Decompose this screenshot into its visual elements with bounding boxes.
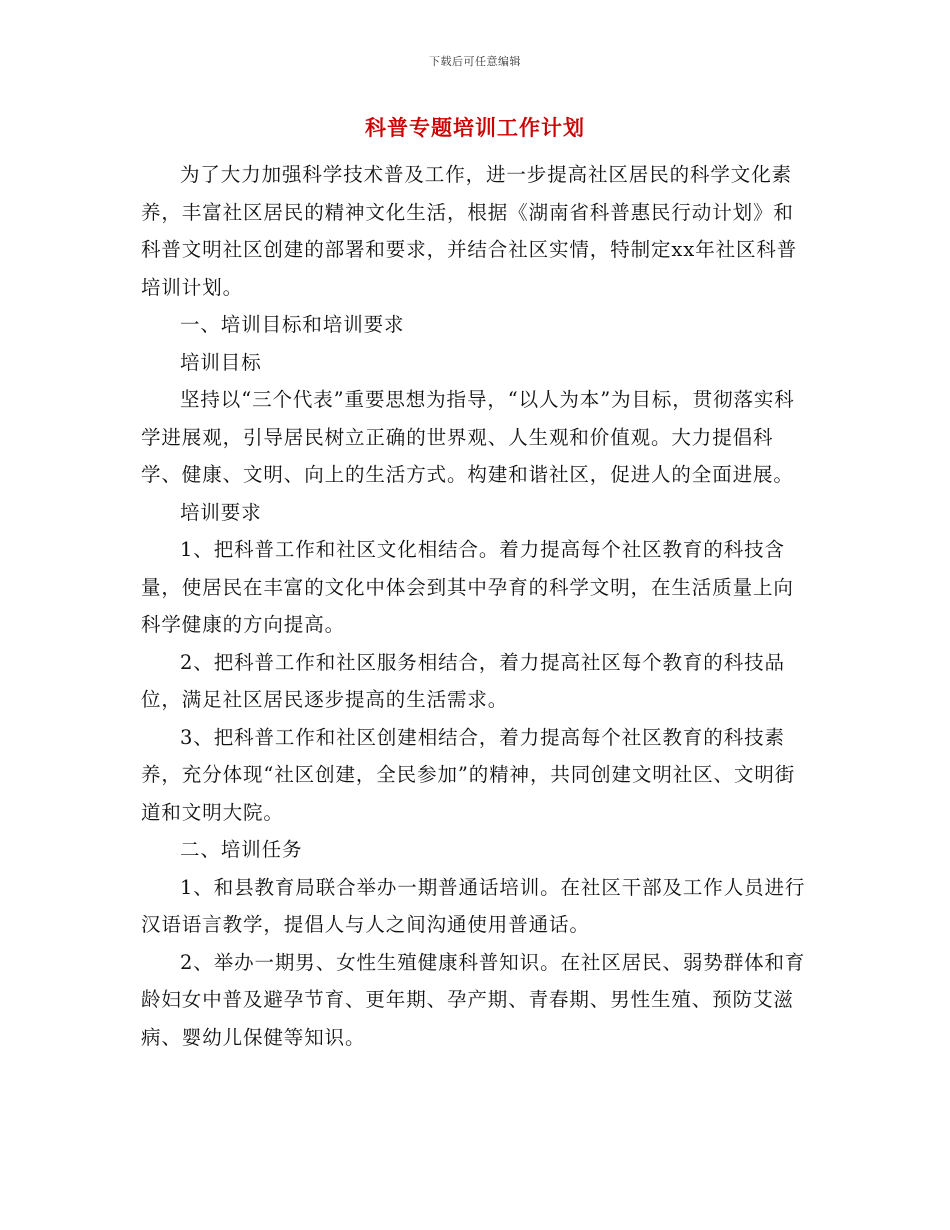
task-item-2: 2、举办一期男、女性生殖健康科普知识。在社区居民、弱势群体和育龄妇女中普及避孕节育、更年期、孕产期、青春期、男性生殖、预防艾滋病、婴幼儿保健等知识。 [141,950,806,1049]
intro-paragraph: 为了大力加强科学技术普及工作，进一步提高社区居民的科学文化素养，丰富社区居民的精神文化生活，根据《湖南省科普惠民行动计划》和科普文明社区创建的部署和要求，并结合社区实情，特制定xx年社区科普培训计划。 [141,163,798,299]
goals-paragraph: 坚持以“三个代表”重要思想为指导，“以人为本”为目标，贯彻落实科学进展观，引导居民树立正确的世界观、人生观和价值观。大力提倡科学、健康、文明、向上的生活方式。构建和谐社区，促进人的全面进展。 [141,388,795,486]
subheading-requirements: 培训要求 [180,500,262,524]
subheading-goals: 培训目标 [180,350,262,374]
task-item-1: 1、和县教育局联合举办一期普通话培训。在社区干部及工作人员进行汉语语言教学，提倡人与人之间沟通使用普通话。 [141,875,806,936]
requirement-item-3: 3、把科普工作和社区创建相结合，着力提高每个社区教育的科技素养，充分体现“社区创建，全民参加”的精神，共同创建文明社区、文明街道和文明大院。 [141,725,796,824]
document-title: 科普专题培训工作计划 [365,116,585,140]
section-heading-goals-requirements: 一、培训目标和培训要求 [180,313,405,336]
section-heading-tasks: 二、培训任务 [180,838,303,861]
header-note: 下载后可任意编辑 [429,55,521,68]
requirement-item-2: 2、把科普工作和社区服务相结合，着力提高社区每个教育的科技品位，满足社区居民逐步提高的生活需求。 [141,650,785,711]
document-body [141,156,811,1056]
requirement-item-1: 1、把科普工作和社区文化相结合。着力提高每个社区教育的科技含量，使居民在丰富的文化中体会到其中孕育的科学文明，在生活质量上向科学健康的方向提高。 [141,538,794,636]
